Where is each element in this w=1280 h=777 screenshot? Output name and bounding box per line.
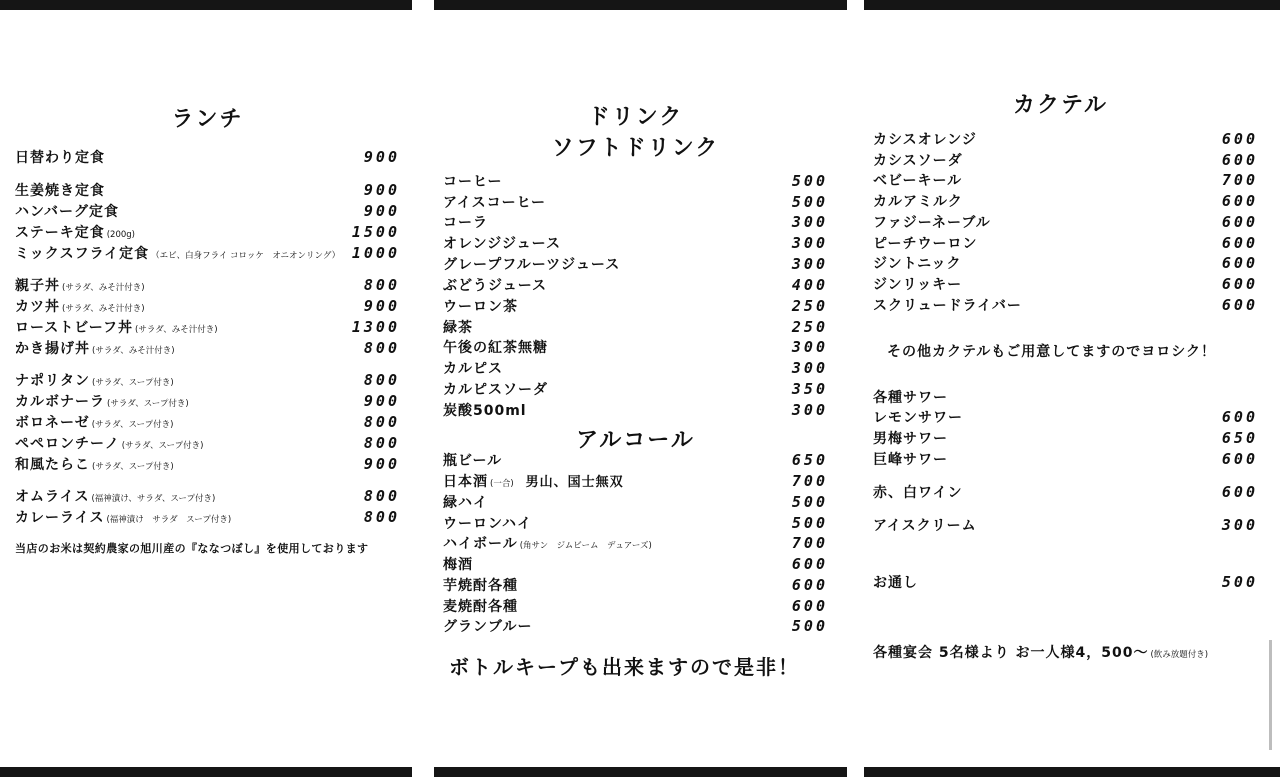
item-note: (サラダ、みそ汁付き) — [92, 346, 175, 356]
item-note: (サラダ、スープ付き) — [91, 420, 174, 430]
item-note: (サラダ、みそ汁付き) — [62, 304, 145, 314]
soft-drink-title: ソフトドリンク — [551, 136, 720, 161]
menu-item — [873, 129, 1258, 149]
menu-item — [15, 147, 400, 167]
item-price: 600 — [1221, 275, 1258, 293]
item-name: 芋焼酎各種 — [443, 578, 518, 594]
item-name: オムライス — [15, 489, 90, 505]
menu-item — [15, 222, 400, 242]
item-note: (福神漬け、サラダ、スープ付き) — [91, 494, 216, 504]
item-price: 300 — [1221, 516, 1258, 534]
item-name: ファジーネーブル — [873, 215, 991, 231]
menu-item — [15, 296, 400, 316]
menu-item — [443, 400, 828, 420]
item-name: レモンサワー — [873, 410, 963, 426]
item-name: ステーキ定食 — [15, 225, 105, 241]
item-price: 800 — [363, 339, 400, 357]
item-price: 300 — [791, 338, 828, 356]
item-name: グレープフルーツジュース — [443, 257, 621, 273]
item-price: 500 — [791, 493, 828, 511]
item-price: 900 — [363, 297, 400, 315]
scrollbar-edge — [1269, 640, 1272, 750]
menu-item — [15, 370, 400, 390]
item-extra: 男山、国士無双 — [525, 475, 624, 490]
menu-item — [15, 243, 400, 263]
item-name: 午後の紅茶無糖 — [443, 340, 548, 356]
item-price: 900 — [363, 202, 400, 220]
item-name: ローストビーフ丼 — [15, 320, 134, 336]
other-cocktails-note: その他カクテルもご用意してますのでヨロシク！ — [887, 344, 1217, 360]
item-name: カシスソーダ — [873, 153, 963, 169]
item-price: 650 — [1221, 429, 1258, 447]
item-note: (福神漬け サラダ スープ付き) — [106, 515, 232, 525]
menu-item — [15, 507, 400, 527]
item-name: カルアミルク — [873, 194, 963, 210]
item-price: 600 — [1221, 192, 1258, 210]
item-price: 400 — [791, 276, 828, 294]
menu-item — [443, 616, 828, 636]
menu-item — [15, 275, 400, 295]
item-price: 300 — [791, 255, 828, 273]
lunch-rice-note: 当店のお米は契約農家の旭川産の『ななつぼし』を使用しております — [15, 542, 369, 555]
top-bar-right — [864, 0, 1280, 10]
banquet-note — [873, 642, 1258, 662]
menu-item — [873, 150, 1258, 170]
top-bar-center — [434, 0, 847, 10]
menu-item — [443, 171, 828, 191]
menu-item — [873, 482, 1258, 502]
item-price: 600 — [1221, 483, 1258, 501]
menu-item — [443, 275, 828, 295]
menu-item — [873, 295, 1258, 315]
item-price: 300 — [791, 213, 828, 231]
menu-item — [15, 180, 400, 200]
alcohol-title: アルコール — [576, 428, 695, 453]
item-price: 1300 — [351, 318, 400, 336]
item-name: 各種宴会 5名様より お一人様4，500～ — [873, 645, 1149, 661]
item-name: ボロネーゼ — [15, 415, 90, 431]
item-name: 日本酒 — [443, 474, 488, 490]
item-price: 600 — [1221, 234, 1258, 252]
item-note: (サラダ、スープ付き) — [92, 378, 174, 388]
item-price: 600 — [791, 597, 828, 615]
item-name: 和風たらこ — [15, 457, 90, 473]
item-name: ぶどうジュース — [443, 278, 548, 294]
item-price: 300 — [791, 359, 828, 377]
menu-item — [873, 170, 1258, 190]
item-price: 250 — [791, 297, 828, 315]
menu-item — [15, 391, 400, 411]
item-name: ベビーキール — [873, 173, 963, 189]
item-price: 600 — [1221, 213, 1258, 231]
bottom-bar-left — [0, 767, 412, 777]
item-name: スクリュードライバー — [873, 298, 1022, 314]
item-name: コーヒー — [443, 174, 503, 190]
item-name: グランブルー — [443, 619, 533, 635]
item-price: 700 — [791, 534, 828, 552]
menu-item — [873, 449, 1258, 469]
menu-item — [443, 379, 828, 399]
menu-item — [443, 554, 828, 574]
menu-item — [873, 212, 1258, 232]
menu-item — [443, 337, 828, 357]
item-name: アイスクリーム — [873, 518, 977, 534]
menu-item — [15, 201, 400, 221]
item-name: カルボナーラ — [15, 394, 105, 410]
item-name: カルピスソーダ — [443, 382, 548, 398]
item-name: カツ丼 — [15, 299, 60, 315]
item-price: 650 — [791, 451, 828, 469]
menu-item — [443, 254, 828, 274]
menu-item — [443, 513, 828, 533]
item-note: (飲み放題付き) — [1150, 650, 1209, 660]
bottom-bar-center — [434, 767, 847, 777]
item-name: オレンジジュース — [443, 236, 561, 252]
menu-item — [443, 192, 828, 212]
item-price: 900 — [363, 455, 400, 473]
item-price: 600 — [1221, 450, 1258, 468]
item-name: 赤、白ワイン — [873, 485, 963, 501]
item-note: （エビ、白身フライ コロッケ オニオンリング） — [151, 251, 341, 261]
menu-item — [873, 253, 1258, 273]
item-name: 生姜焼き定食 — [15, 183, 105, 199]
item-note: (サラダ、スープ付き) — [107, 399, 189, 409]
menu-item — [15, 486, 400, 506]
item-name: 親子丼 — [15, 278, 60, 294]
menu-item — [443, 492, 828, 512]
item-name: ウーロンハイ — [443, 516, 533, 532]
item-name: 炭酸500ml — [443, 403, 527, 419]
item-name: コーラ — [443, 215, 488, 231]
item-price: 600 — [1221, 254, 1258, 272]
menu-item — [443, 596, 828, 616]
item-price: 500 — [791, 617, 828, 635]
menu-item — [873, 191, 1258, 211]
item-price: 600 — [791, 555, 828, 573]
item-note: (一合) — [490, 479, 514, 489]
item-name: カシスオレンジ — [873, 132, 977, 148]
item-price: 900 — [363, 148, 400, 166]
item-note: (角サン ジムビーム デュアーズ) — [519, 541, 652, 551]
item-price: 300 — [791, 234, 828, 252]
item-price: 600 — [1221, 296, 1258, 314]
item-price: 700 — [791, 472, 828, 490]
item-price: 800 — [363, 276, 400, 294]
item-price: 800 — [363, 413, 400, 431]
bottle-keep-note: ボトルキープも出来ますので是非！ — [449, 655, 800, 679]
item-price: 800 — [363, 434, 400, 452]
top-bar-left — [0, 0, 412, 10]
menu-item — [443, 533, 828, 553]
menu-item — [873, 274, 1258, 294]
item-name: 男梅サワー — [873, 431, 948, 447]
item-price: 600 — [1221, 408, 1258, 426]
menu-item — [873, 572, 1258, 592]
bottom-bar-right — [864, 767, 1280, 777]
item-price: 800 — [363, 487, 400, 505]
item-name: カレーライス — [15, 510, 105, 526]
item-name: ウーロン茶 — [443, 299, 518, 315]
item-name: 巨峰サワー — [873, 452, 948, 468]
item-price: 600 — [791, 576, 828, 594]
item-note: (サラダ、スープ付き) — [92, 462, 174, 472]
item-price: 600 — [1221, 130, 1258, 148]
item-name: カルピス — [443, 361, 503, 377]
drink-title: ドリンク — [587, 105, 684, 130]
cocktail-title: カクテル — [1013, 93, 1108, 118]
item-name: 日替わり定食 — [15, 150, 105, 166]
item-name: ナポリタン — [15, 373, 90, 389]
menu-item — [15, 338, 400, 358]
item-name: ハイボール — [443, 536, 518, 552]
menu-item — [443, 358, 828, 378]
item-price: 800 — [363, 371, 400, 389]
item-name: ジントニック — [873, 256, 962, 272]
section-header — [873, 387, 1258, 407]
item-name: ミックスフライ定食 — [15, 246, 150, 262]
menu-item — [15, 412, 400, 432]
item-note: (サラダ、みそ汁付き) — [135, 325, 218, 335]
menu-item — [443, 471, 828, 491]
item-price: 500 — [1221, 573, 1258, 591]
item-price: 300 — [791, 401, 828, 419]
item-price: 1000 — [351, 244, 400, 262]
menu-item — [15, 454, 400, 474]
item-note: (200g) — [106, 230, 135, 240]
item-price: 500 — [791, 514, 828, 532]
item-name: アイスコーヒー — [443, 195, 547, 211]
item-name: 麦焼酎各種 — [443, 599, 518, 615]
item-price: 700 — [1221, 171, 1258, 189]
menu-item — [443, 212, 828, 232]
menu-item — [873, 407, 1258, 427]
menu-item — [873, 233, 1258, 253]
item-price: 500 — [791, 193, 828, 211]
item-name: ピーチウーロン — [873, 236, 978, 252]
item-name: 瓶ビール — [443, 453, 503, 469]
item-price: 900 — [363, 392, 400, 410]
item-price: 600 — [1221, 151, 1258, 169]
menu-item — [443, 233, 828, 253]
item-note: (サラダ、スープ付き) — [121, 441, 204, 451]
item-price: 350 — [791, 380, 828, 398]
item-price: 900 — [363, 181, 400, 199]
item-name: ジンリッキー — [873, 277, 963, 293]
item-name: 各種サワー — [873, 390, 948, 406]
item-name: ハンバーグ定食 — [15, 204, 120, 220]
lunch-title: ランチ — [171, 107, 244, 132]
menu-item — [443, 296, 828, 316]
menu-item — [15, 433, 400, 453]
item-name: 緑ハイ — [443, 495, 488, 511]
menu-item — [15, 317, 400, 337]
item-name: ペペロンチーノ — [15, 436, 120, 452]
item-price: 800 — [363, 508, 400, 526]
menu-item — [443, 575, 828, 595]
item-name: かき揚げ丼 — [15, 341, 90, 357]
item-note: (サラダ、みそ汁付き) — [62, 283, 145, 293]
menu-item — [443, 450, 828, 470]
item-name: 緑茶 — [443, 320, 473, 336]
menu-item — [443, 317, 828, 337]
menu-item — [873, 428, 1258, 448]
item-name: お通し — [873, 575, 918, 591]
menu-item — [873, 515, 1258, 535]
item-price: 250 — [791, 318, 828, 336]
item-name: 梅酒 — [443, 557, 473, 573]
item-price: 500 — [791, 172, 828, 190]
item-price: 1500 — [351, 223, 400, 241]
